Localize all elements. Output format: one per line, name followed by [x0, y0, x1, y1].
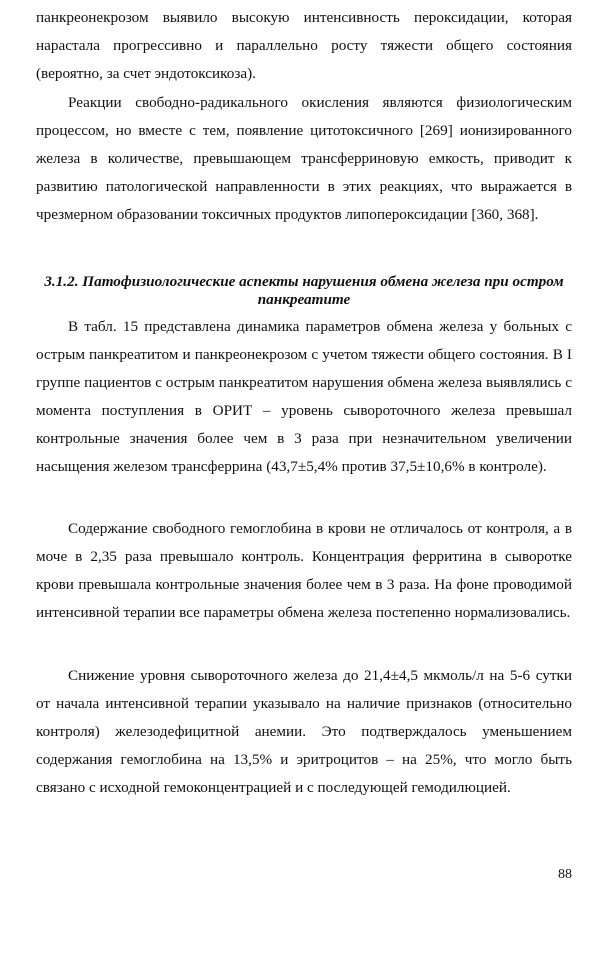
section-heading: 3.1.2. Патофизиологические аспекты нарушения обмена железа при остром панкреатите	[44, 273, 564, 308]
paragraph-continuation: панкреонекрозом выявило высокую интенсивность пероксидации, которая нарастала прогрессивно и параллельно росту тяжести общего состояния (вероятно, за счет эндотоксикоза).	[36, 9, 572, 82]
paragraph-table-15: В табл. 15 представлена динамика параметров обмена железа у больных с острым панкреатитом и панкреонекрозом с учетом тяжести общего состояния. В I группе пациентов с острым панкреатитом нарушения обмена железа выявлялись с момента поступления в ОРИТ – уровень сывороточного железа превышал контрольные значения более чем в 3 раза при незначительном увеличении насыщения железом трансферрина (43,7±5,4% против 37,5±10,6% в контроле).	[36, 318, 572, 475]
page-number: 88	[558, 867, 572, 882]
paragraph-free-radical-oxidation: Реакции свободно-радикального окисления являются физиологическим процессом, но вместе с тем, появление цитотоксичного [269] ионизированного железа в количестве, превышающем трансферриновую емкость, приводит к развитию патологической направленности в этих реакциях, что выражается в чрезмерном образовании токсичных продуктов липопероксидации [360, 368].	[36, 94, 572, 223]
paragraph-serum-iron-decrease: Снижение уровня сывороточного железа до 21,4±4,5 мкмоль/л на 5-6 сутки от начала интенсивной терапии указывало на наличие признаков (относительно контроля) железодефицитной анемии. Это подтверждалось уменьшением содержания гемоглобина на 13,5% и эритроцитов – на 25%, что могло быть связано с исходной гемоконцентрацией и с последующей гемодилюцией.	[36, 667, 572, 796]
paragraph-free-hemoglobin: Содержание свободного гемоглобина в крови не отличалось от контроля, а в моче в 2,35 раза превышало контроль. Концентрация ферритина в сыворотке крови превышала контрольные значения более чем в 3 раза. На фоне проводимой интенсивной терапии все параметры обмена железа постепенно нормализовались.	[36, 520, 572, 621]
